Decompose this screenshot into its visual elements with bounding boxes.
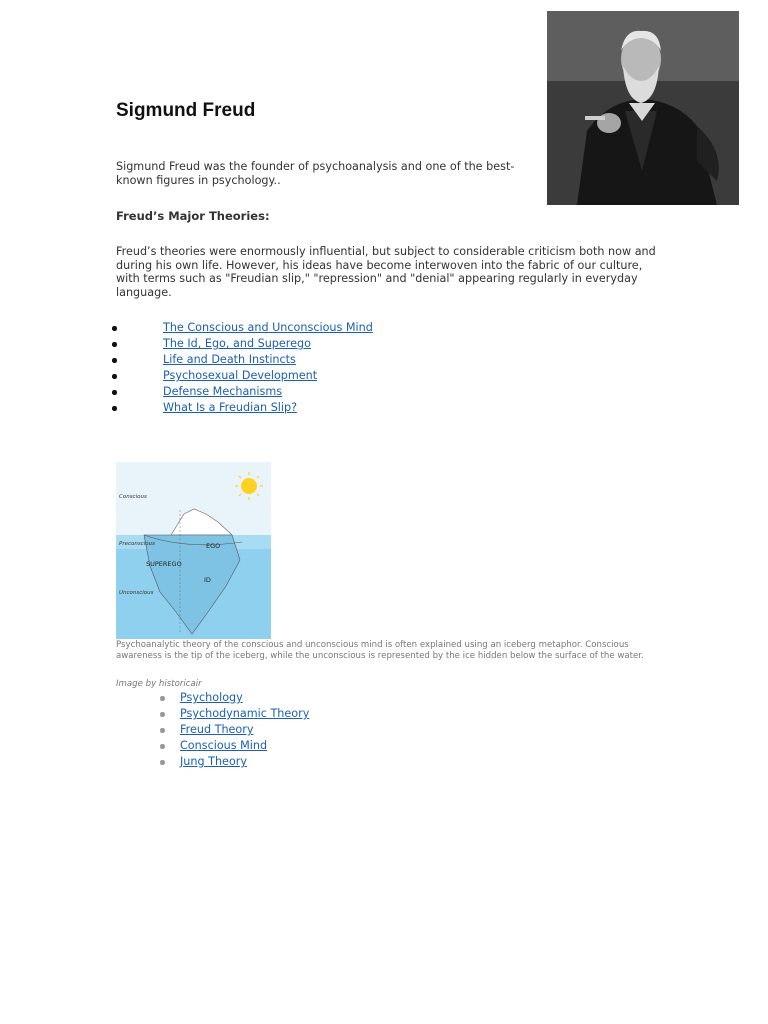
bullet-icon: [160, 760, 165, 765]
intro-text: Sigmund Freud was the founder of psychoanalysis and one of the best-known figures in psychology..: [116, 160, 515, 187]
bullet-icon: [112, 358, 117, 363]
iceberg-caption: Psychoanalytic theory of the conscious and unconscious mind is often explained using an iceberg metaphor. Conscious awareness is the tip of the iceberg, while the unconscious is represented by the ice hidden below the surface of the water.: [116, 640, 644, 661]
freud-portrait-illustration: [547, 11, 739, 205]
label-ego: EGO: [206, 542, 221, 550]
image-credit: Image by historicair: [116, 679, 202, 689]
label-preconscious: Preconscious: [119, 541, 155, 547]
iceberg-diagram: [116, 462, 271, 639]
theory-link-id-ego-superego[interactable]: The Id, Ego, and Superego: [163, 337, 311, 350]
freud-portrait-photo: [547, 11, 739, 205]
related-link-conscious-mind[interactable]: Conscious Mind: [180, 739, 268, 752]
related-link-psychodynamic-theory[interactable]: Psychodynamic Theory: [180, 707, 310, 720]
theory-link-conscious-unconscious[interactable]: The Conscious and Unconscious Mind: [163, 321, 373, 334]
bullet-icon: [112, 342, 117, 347]
page-title: Sigmund Freud: [116, 100, 256, 121]
bullet-icon: [160, 728, 165, 733]
related-link-psychology[interactable]: Psychology: [180, 691, 243, 704]
theory-link-freudian-slip[interactable]: What Is a Freudian Slip?: [163, 401, 298, 414]
bullet-icon: [112, 374, 117, 379]
theory-link-life-death-instincts[interactable]: Life and Death Instincts: [163, 353, 296, 366]
related-link-jung-theory[interactable]: Jung Theory: [180, 755, 248, 768]
theories-paragraph: Freud’s theories were enormously influential, but subject to considerable criticism both now and during his own life. However, his ideas have become interwoven into the fabric of our culture, with terms such as "Freudian slip," "repression" and "denial" appearing regularly in everyday language.: [116, 245, 656, 299]
label-superego: SUPEREGO: [146, 560, 182, 568]
bullet-icon: [112, 406, 117, 411]
theories-heading: Freud’s Major Theories:: [116, 209, 270, 223]
label-id: ID: [204, 576, 211, 584]
bullet-icon: [160, 744, 165, 749]
theory-link-defense-mechanisms[interactable]: Defense Mechanisms: [163, 385, 283, 398]
related-link-freud-theory[interactable]: Freud Theory: [180, 723, 254, 736]
bullet-icon: [160, 696, 165, 701]
sun-icon: [241, 478, 257, 494]
label-unconscious: Unconscious: [119, 590, 154, 596]
label-conscious: Conscious: [119, 494, 147, 500]
theory-link-psychosexual-development[interactable]: Psychosexual Development: [163, 369, 318, 382]
bullet-icon: [160, 712, 165, 717]
bullet-icon: [112, 326, 117, 331]
bullet-icon: [112, 390, 117, 395]
